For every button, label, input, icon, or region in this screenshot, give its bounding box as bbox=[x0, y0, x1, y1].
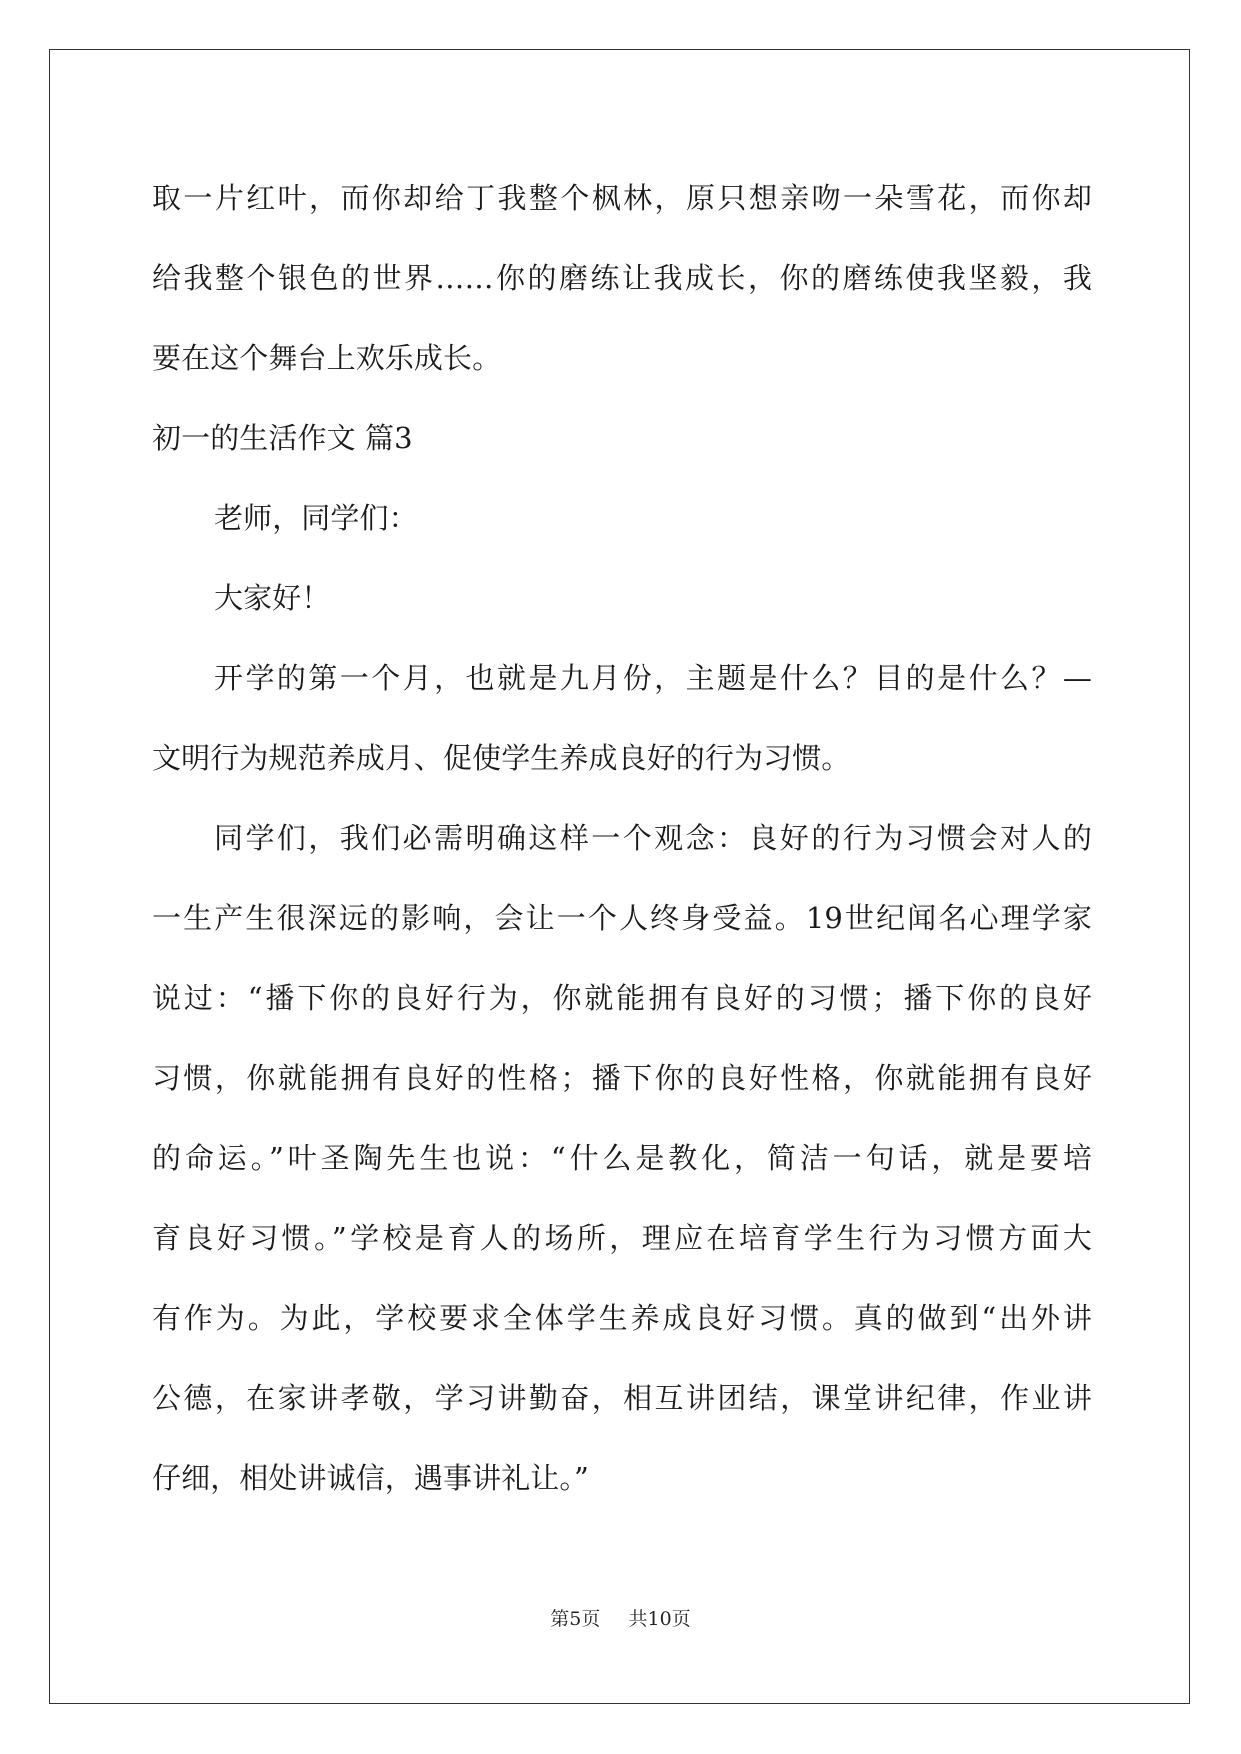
page-number: 第5页 bbox=[550, 1608, 601, 1630]
text-line: 育良好习惯。”学校是育人的场所，理应在培育学生行为习惯方面大 bbox=[152, 1221, 1092, 1255]
salutation: 老师，同学们： bbox=[214, 501, 418, 535]
text-line: 的命运。”叶圣陶先生也说：“什么是教化，简洁一句话，就是要培 bbox=[152, 1141, 1092, 1175]
text-line: 公德，在家讲孝敬，学习讲勤奋，相互讲团结，课堂讲纪律，作业讲 bbox=[152, 1381, 1092, 1415]
page-footer bbox=[0, 1604, 1241, 1631]
text-line: 开学的第一个月，也就是九月份，主题是什么？目的是什么？— bbox=[214, 661, 1092, 695]
text-line: 说过：“播下你的良好行为，你就能拥有良好的习惯；播下你的良好 bbox=[152, 981, 1092, 1015]
greeting: 大家好！ bbox=[214, 581, 331, 615]
text-line: 一生产生很深远的影响，会让一个人终身受益。19世纪闻名心理学家 bbox=[152, 901, 1092, 935]
text-line: 要在这个舞台上欢乐成长。 bbox=[152, 341, 502, 375]
page-total: 共10页 bbox=[628, 1608, 691, 1630]
text-line: 习惯，你就能拥有良好的性格；播下你的良好性格，你就能拥有良好 bbox=[152, 1061, 1092, 1095]
text-line: 文明行为规范养成月、促使学生养成良好的行为习惯。 bbox=[152, 741, 851, 775]
text-line: 有作为。为此，学校要求全体学生养成良好习惯。真的做到“出外讲 bbox=[152, 1301, 1092, 1335]
text-line: 取一片红叶，而你却给丁我整个枫林，原只想亲吻一朵雪花，而你却 bbox=[152, 181, 1092, 215]
text-line: 同学们，我们必需明确这样一个观念：良好的行为习惯会对人的 bbox=[214, 821, 1092, 855]
section-heading: 初一的生活作文 篇3 bbox=[152, 421, 413, 455]
document-body bbox=[152, 158, 1092, 1518]
text-line: 仔细，相处讲诚信，遇事讲礼让。” bbox=[152, 1461, 589, 1495]
text-line: 给我整个银色的世界……你的磨练让我成长，你的磨练使我坚毅，我 bbox=[152, 261, 1092, 295]
